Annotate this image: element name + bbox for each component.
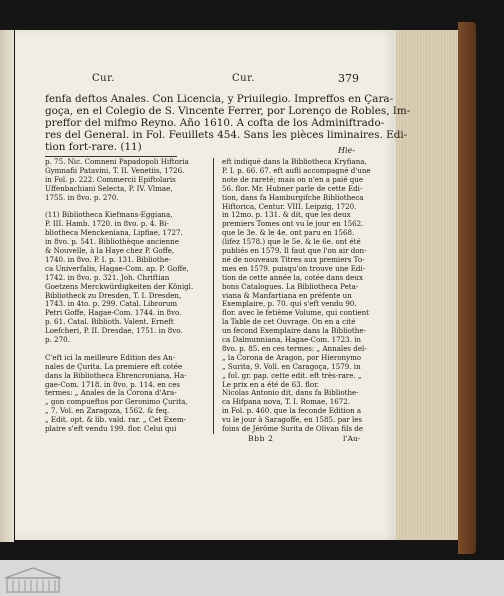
text-line: Le prix en a été de 63. flor. xyxy=(222,379,320,389)
text-line: que le 3e. & le 4e. ont paru en 1568. xyxy=(222,228,355,238)
text-line: gae-Com. 1718. in 8vo. p. 114. en ces xyxy=(45,379,181,389)
text-line: p. 270. xyxy=(45,335,70,344)
text-line: & Nouvelle, à la Haye chez P. Goffe, xyxy=(45,246,175,255)
text-line: Bibliotheck zu Dresden, T. I. Dresden, xyxy=(45,290,182,300)
text-line: plaire s'eft vendu 199. flor. Celui qui xyxy=(45,424,177,433)
text-line: „ Surita, 9. Voll. en Caragoça, 1579. in xyxy=(222,361,361,371)
page-number: 379 xyxy=(338,72,359,85)
text-line: 1743. in 4to. p. 299. Catal. Librorum xyxy=(45,299,178,309)
text-line: nales de Çurita. La premiere eft cotée xyxy=(45,361,183,371)
text-line: Exemplaire, p. 70. qui s'eft vendu 90. xyxy=(222,299,357,309)
text-line: 1742. in 8vo. p. 321. Joh. Chriftian xyxy=(45,272,170,282)
text-line: „ 7. Vol. en Zaragoza, 1562. & feq. xyxy=(45,406,170,416)
text-line: in 8vo. p. 541. Bibliothèque ancienne xyxy=(45,237,179,247)
text-line: „ Edit. opt. & lib. vald. rar. „ Cet Exem- xyxy=(45,415,187,425)
running-head-right: Cur. xyxy=(232,73,255,84)
text-line: tion de cette année la, cotée dans deux xyxy=(222,272,363,282)
text-line: eft indiqué dans la Bibliotheca Kryfiana, xyxy=(222,157,367,166)
text-line: né de nouveaux Titres aux premiers To- xyxy=(222,254,365,264)
text-line: viana & Manfartiana en préfente un xyxy=(222,290,352,300)
catchword-top: Hie- xyxy=(338,146,355,155)
text-line: vu le jour à Saragoffe, en 1585. par les xyxy=(222,415,363,425)
text-line: 1740. in 8vo. P. I. p. 131. Bibliothe- xyxy=(45,254,171,264)
text-line: „ fol. gr. pap. cette edit. eft très-rare. „ xyxy=(222,370,362,380)
text-line: la Table de cet Ouvrage. On en a cité xyxy=(222,317,356,327)
text-line: Loefcheri, P. II. Dresdae, 1751. in 8vo. xyxy=(45,326,183,336)
text-line: 8vo. p. 85. en ces termes: „ Annales del- xyxy=(222,343,367,353)
text-line: 1755. in 8vo. p. 270. xyxy=(45,192,119,202)
catchword-bottom: l'Au- xyxy=(343,434,361,443)
book-cover-edge xyxy=(458,22,476,554)
text-line: ca Dalmunniana, Hagae-Com. 1723. in xyxy=(222,335,361,344)
text-line: in 12mo. p. 131. & dit, que les deux xyxy=(222,210,351,220)
text-line: in Fol. p. 460. que la feconde Edition a xyxy=(222,406,362,416)
text-line: P. III. Hamb. 1720. in 8vo. p. 4. Bi- xyxy=(45,219,169,229)
running-head-left: Cur. xyxy=(92,73,115,84)
text-line: (11) Bibliotheca Kiefmans-Eggiana, xyxy=(45,210,173,220)
column-divider xyxy=(213,158,214,434)
text-line: (lifez 1578.) que le 5e. & le 6e. ont été xyxy=(222,237,361,247)
archive-footer-strip xyxy=(0,560,504,596)
text-line: ca Univerfalis, Hagae-Com. ap. P. Goffe, xyxy=(45,263,189,273)
text-line: flor. avec le fetième Volume, qui contient xyxy=(222,308,370,318)
text-line: mes en 1579. puisqu'on trouve une Edi- xyxy=(222,263,366,273)
text-line: dans la Bibliotheca Ehrencroniana, Ha- xyxy=(45,370,187,380)
text-line: fenfa deftos Anales. Con Licencia, y Priuilegio. Impreffos en Çara- xyxy=(45,93,394,105)
text-line: foins de Jérôme Surita de Olivan fils de xyxy=(222,424,363,433)
text-line: tion, dans fa Hamburgifche Bibliotheca xyxy=(222,192,364,202)
text-line: p. 61. Catal. Biblioth. Valent. Erneft xyxy=(45,317,174,327)
text-line: Hiftorica, Centur. VIII. Leipzig, 1720. xyxy=(222,201,357,211)
text-line: in Fol. p. 222. Commercii Epiftolaris xyxy=(45,174,176,184)
text-line: tion fort-rare. (11) xyxy=(45,141,142,153)
text-line: bons Catalogues. La Bibliotheca Peta- xyxy=(222,281,359,291)
library-building-logo xyxy=(3,566,63,594)
text-line: termes: „ Anales de la Corona d'Ara- xyxy=(45,388,177,398)
text-line: note de rareté; mais on n'en a paié que xyxy=(222,174,364,184)
signature-mark: Bbb 2 xyxy=(248,434,274,443)
text-line: Uffenbachiani Selecta, P. IV. Vlmae, xyxy=(45,183,173,193)
text-line: un fecond Exemplaire dans la Bibliothe- xyxy=(222,326,366,336)
text-line: ca Hifpana nova, T. I. Romae, 1672. xyxy=(222,397,351,407)
text-line: Gymnafii Patavini, T. II. Venetiis, 1726. xyxy=(45,165,185,175)
text-line: 56. flor. Mr. Hubner parle de cette Edi- xyxy=(222,183,363,193)
text-line: goça, en el Colegio de S. Vincente Ferrer, por Lorenço de Robles, Im- xyxy=(45,105,411,117)
left-page-edge xyxy=(0,30,14,542)
text-line: Nicolas Antonio dit, dans fa Bibliothe- xyxy=(222,388,359,398)
text-line: p. 75. Nic. Comneni Papadopoli Hiftoria xyxy=(45,157,189,166)
text-line: res del General. in Fol. Feuillets 454. Sans les pièces liminaires. Edi- xyxy=(45,129,408,141)
text-line: bliotheca Menckeniana, Lipfiae, 1727. xyxy=(45,228,183,238)
text-line: publiés en 1579. Il faut que l'on air don- xyxy=(222,246,367,255)
text-line: preffor del mifmo Reyno. Año 1610. A cofta de los Adminiftrado- xyxy=(45,117,385,129)
text-line: „ gon compueftos por Geronimo Çurita, xyxy=(45,397,188,407)
text-line: P. I. p. 66. 67. eft aufli accompagné d'une xyxy=(222,165,371,175)
text-line: „ la Corona de Aragon, por Hieronymo xyxy=(222,352,362,362)
text-line: premiers Tomes ont vu le jour en 1562. xyxy=(222,219,364,229)
text-line: Petri Goffe, Hagae-Com. 1744. in 8vo. xyxy=(45,308,182,318)
text-line: C'eft ici la meilleure Edition des An- xyxy=(45,352,176,362)
text-line: Goetzens Merckwürdigkeiten der Königl. xyxy=(45,281,194,291)
